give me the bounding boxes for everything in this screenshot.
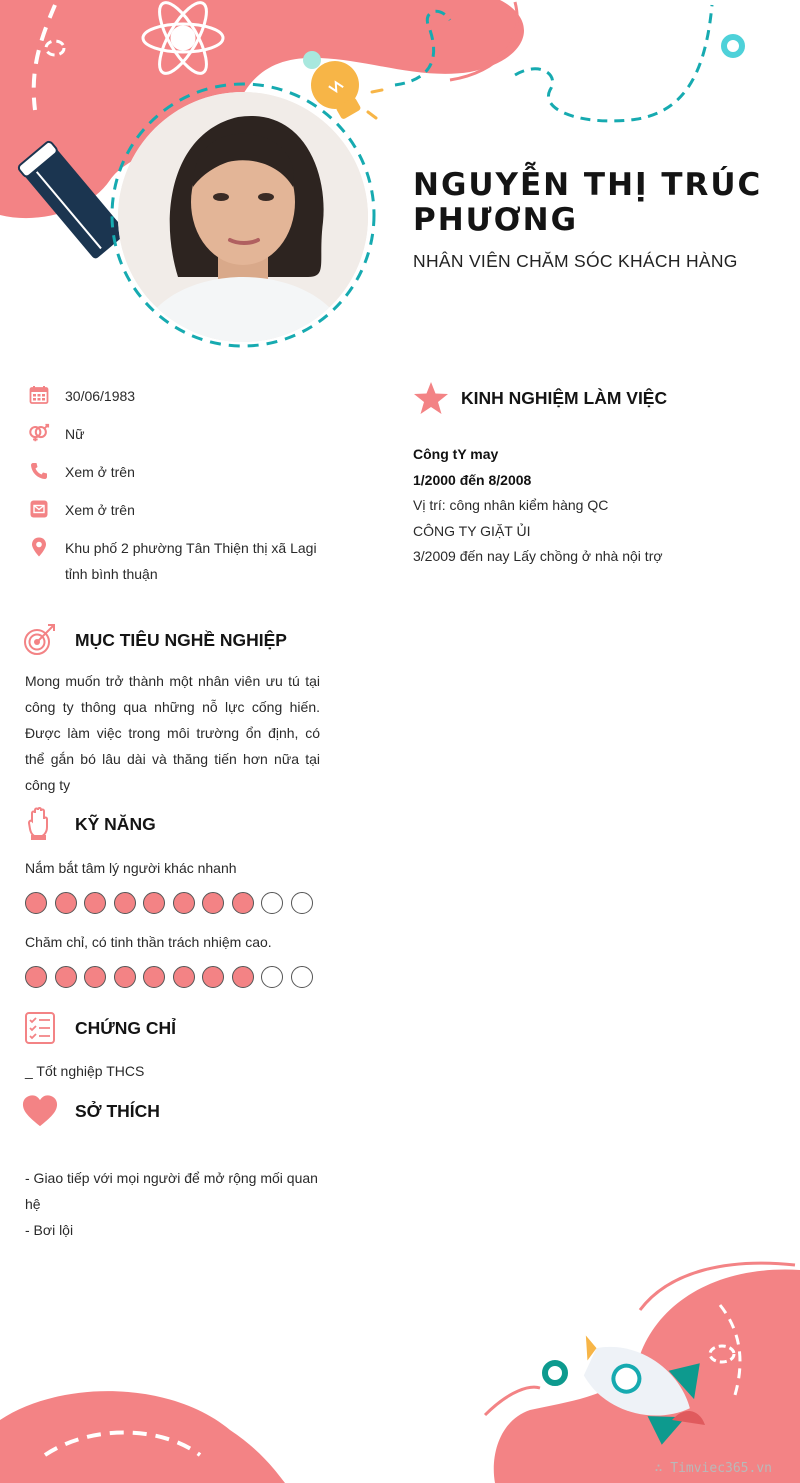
skill-dot-filled [232, 966, 254, 988]
contact-gender [28, 422, 328, 460]
skill-dot-filled [114, 892, 136, 914]
hobby-line: - Giao tiếp với mọi người để mở rộng mối quan hệ [25, 1170, 318, 1212]
name-block [413, 168, 783, 272]
skill-dot-filled [55, 892, 77, 914]
certificates-header [22, 1010, 176, 1046]
contact-phone [28, 460, 328, 498]
experience-period: 1/2000 đến 8/2008 [413, 471, 532, 488]
objective-title: MỤC TIÊU NGHỀ NGHIỆP [75, 629, 287, 650]
experience-company-2: CÔNG TY GIẶT ỦI [413, 522, 531, 539]
skill-dot-filled [143, 892, 165, 914]
phone-icon [28, 460, 50, 482]
star-icon [413, 380, 449, 416]
phone-value: Xem ở trên [65, 464, 135, 480]
contact-address [28, 536, 328, 587]
hobbies-text [25, 1165, 320, 1243]
experience-position: Vị trí: công nhân kiểm hàng QC [413, 497, 609, 513]
skill-dot-filled [232, 892, 254, 914]
skill-dot-filled [25, 892, 47, 914]
full-name: NGUYỄN THỊ TRÚC PHƯƠNG [413, 167, 763, 238]
experience-list [413, 442, 783, 570]
contact-birthday [28, 384, 328, 422]
watermark: ∴ Timviec365.vn [654, 1461, 772, 1476]
skill-rating [25, 892, 325, 914]
skill-dot-filled [202, 966, 224, 988]
skill-dot-filled [202, 892, 224, 914]
skill-dot-filled [25, 966, 47, 988]
location-icon [28, 536, 50, 558]
email-value: Xem ở trên [65, 502, 135, 518]
hobby-line: - Bơi lội [25, 1222, 74, 1238]
skill-dot-filled [173, 892, 195, 914]
gender-value: Nữ [65, 426, 85, 442]
skill-dot-filled [84, 892, 106, 914]
skill-dot-filled [114, 966, 136, 988]
birthday-value: 30/06/1983 [65, 388, 136, 404]
job-title: NHÂN VIÊN CHĂM SÓC KHÁCH HÀNG [413, 251, 738, 271]
email-icon [28, 498, 50, 520]
skill-name: Chăm chỉ, có tinh thần trách nhiệm cao. [25, 934, 272, 950]
experience-period-2: 3/2009 đến nay Lấy chồng ở nhà nội trợ [413, 548, 663, 564]
calendar-icon [28, 384, 50, 406]
address-value: Khu phố 2 phường Tân Thiện thị xã Lagi tỉnh bình thuận [65, 540, 317, 582]
skill-dot-filled [84, 966, 106, 988]
experience-title: KINH NGHIỆM LÀM VIỆC [461, 387, 668, 408]
objective-header [22, 622, 287, 658]
skill-dot-empty [261, 892, 283, 914]
heart-icon [22, 1093, 58, 1129]
objective-text: Mong muốn trở thành một nhân viên ưu tú tại công ty thông qua những nỗ lực cống hiến. Được làm việc trong môi trường ổn định, có thể gắn bó lâu dài và thăng tiến hơn nữa tại công ty [25, 673, 320, 793]
skill-dot-empty [291, 892, 313, 914]
contact-email [28, 498, 328, 536]
certificates-text: _ Tốt nghiệp THCS [25, 1063, 145, 1079]
skill-dot-filled [143, 966, 165, 988]
profile-photo [118, 92, 368, 342]
experience-company: Công tY may [413, 446, 499, 462]
hand-icon [22, 806, 58, 842]
contact-list [28, 384, 328, 587]
skill-dot-empty [291, 966, 313, 988]
portrait-illustration [118, 92, 368, 342]
target-icon [22, 622, 58, 658]
skills-title: KỸ NĂNG [75, 813, 156, 834]
certificates-title: CHỨNG CHỈ [75, 1017, 177, 1038]
skills-header [22, 806, 156, 842]
experience-header [413, 380, 667, 416]
skill-rating [25, 966, 325, 988]
hobbies-title: SỞ THÍCH [75, 1100, 160, 1121]
checklist-icon [22, 1010, 58, 1046]
skill-name: Nắm bắt tâm lý người khác nhanh [25, 860, 237, 876]
skill-dot-filled [55, 966, 77, 988]
skill-dot-empty [261, 966, 283, 988]
skill-item-2 [25, 932, 325, 988]
gender-icon [28, 422, 50, 444]
skill-item-1 [25, 858, 325, 914]
hobbies-header [22, 1093, 160, 1129]
skill-dot-filled [173, 966, 195, 988]
